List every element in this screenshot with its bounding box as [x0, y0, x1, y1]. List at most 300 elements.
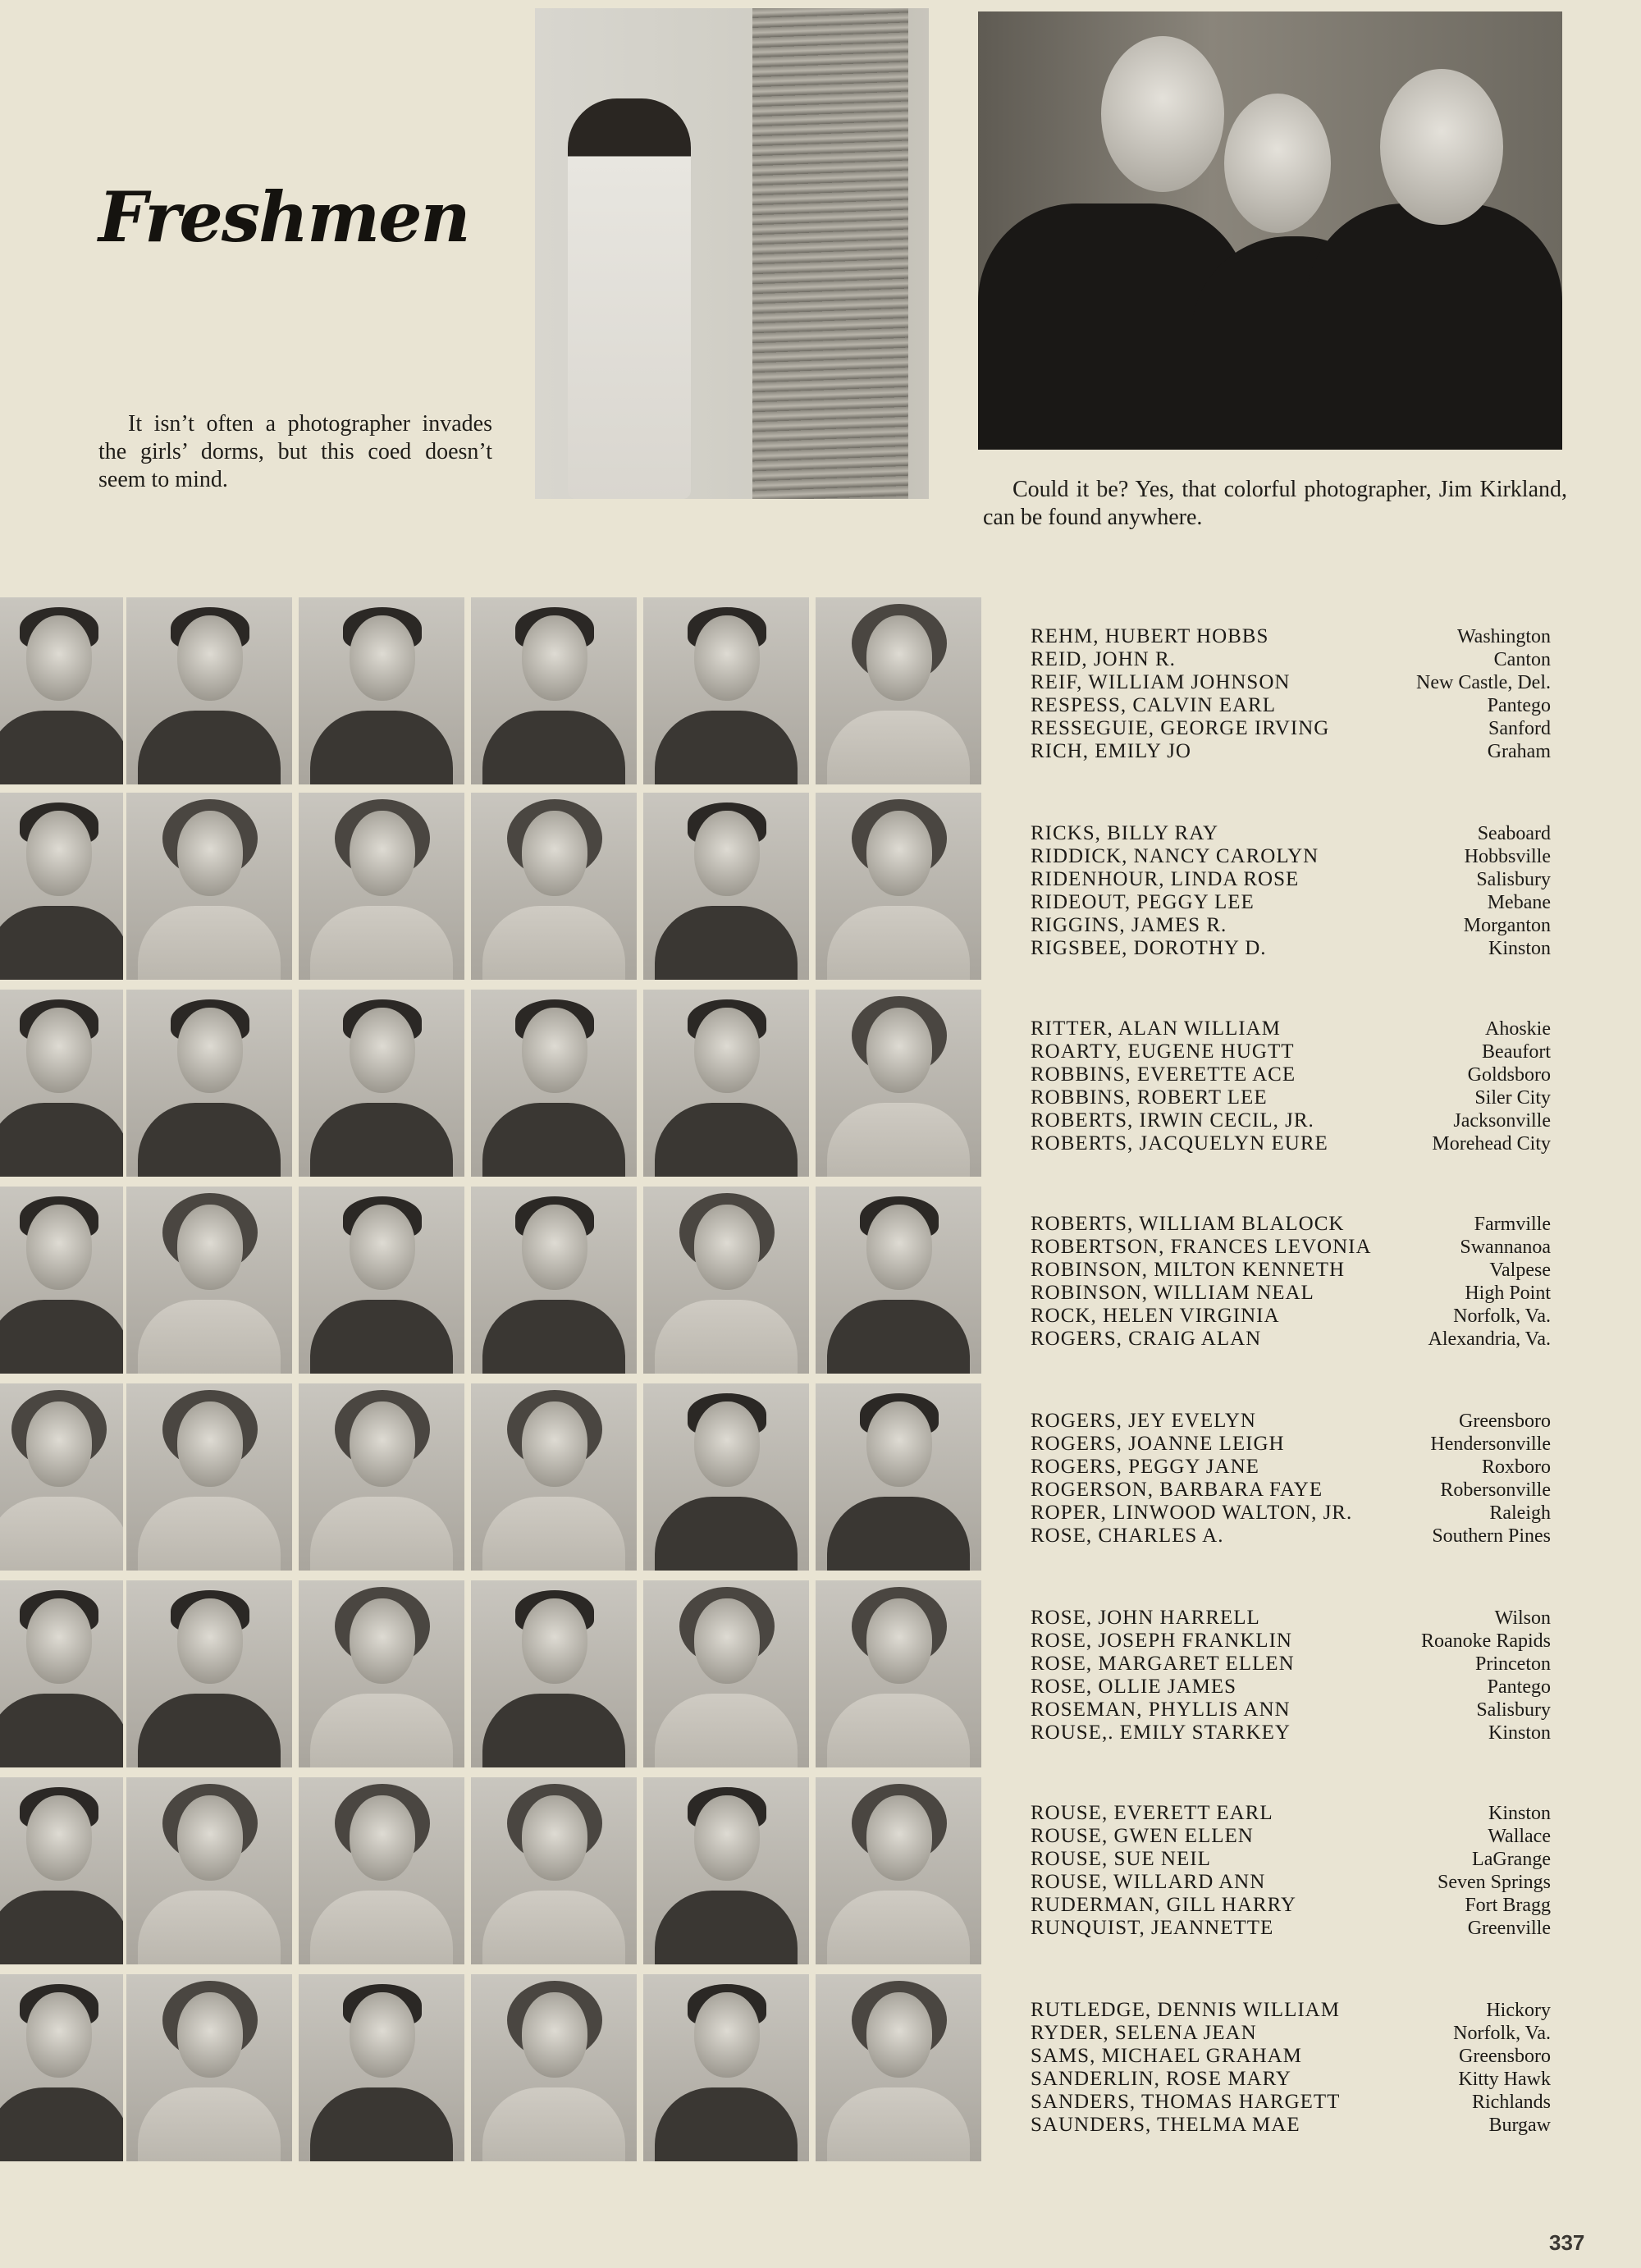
student-portrait [126, 990, 292, 1177]
student-portrait [816, 1383, 981, 1571]
student-hometown: Richlands [1472, 2092, 1551, 2113]
student-name: ROBERTS, IRWIN CECIL, JR. [1031, 1109, 1314, 1132]
student-name: RITTER, ALAN WILLIAM [1031, 1017, 1281, 1040]
page-number: 337 [1549, 2230, 1585, 2255]
portrait-head [177, 1008, 243, 1093]
student-name: ROSE, OLLIE JAMES [1031, 1676, 1237, 1698]
portrait-body [482, 1300, 625, 1374]
student-portrait [299, 793, 464, 980]
roster-entry [1031, 1305, 1551, 1328]
student-hometown: Hickory [1486, 2000, 1551, 2021]
student-portrait [816, 1580, 981, 1767]
roster-entry [1031, 937, 1551, 960]
student-hometown: LaGrange [1472, 1849, 1551, 1870]
student-hometown: Hobbsville [1464, 846, 1551, 867]
portrait-body [0, 1497, 123, 1571]
portrait-body [138, 906, 281, 980]
student-hometown: Alexandria, Va. [1428, 1328, 1551, 1350]
roster-entry [1031, 1825, 1551, 1848]
student-name: ROBINSON, WILLIAM NEAL [1031, 1282, 1314, 1304]
student-name: RIDENHOUR, LINDA ROSE [1031, 868, 1300, 890]
roster-entry [1031, 1871, 1551, 1894]
student-portrait [126, 1777, 292, 1964]
student-hometown: Norfolk, Va. [1453, 1305, 1551, 1327]
portrait-head [866, 1205, 932, 1290]
roster-entry [1031, 1017, 1551, 1040]
student-name: ROBERTS, JACQUELYN EURE [1031, 1132, 1328, 1155]
student-portrait [816, 990, 981, 1177]
roster-entry [1031, 822, 1551, 845]
roster-entry [1031, 845, 1551, 868]
portrait-body [138, 1300, 281, 1374]
roster-block [1031, 822, 1551, 960]
student-name: RICKS, BILLY RAY [1031, 822, 1219, 844]
portrait-body [310, 1300, 453, 1374]
portrait-head [26, 1401, 92, 1487]
student-hometown: Burgaw [1488, 2115, 1551, 2136]
roster-entry [1031, 694, 1551, 717]
student-portrait [126, 1974, 292, 2161]
portrait-head [866, 1401, 932, 1487]
roster-entry [1031, 671, 1551, 694]
roster-entry [1031, 648, 1551, 671]
student-portrait [0, 1974, 123, 2161]
student-portrait [643, 597, 809, 784]
group-face [1380, 69, 1503, 225]
roster-block [1031, 1017, 1551, 1155]
student-hometown: Kinston [1488, 938, 1551, 959]
roster-entry [1031, 1063, 1551, 1086]
student-portrait [471, 597, 637, 784]
student-name: ROPER, LINWOOD WALTON, JR. [1031, 1502, 1353, 1524]
portrait-head [694, 1992, 760, 2078]
student-hometown: Seven Springs [1438, 1872, 1551, 1893]
section-title: Freshmen [98, 176, 469, 258]
portrait-body [310, 1694, 453, 1767]
student-name: SANDERS, THOMAS HARGETT [1031, 2091, 1341, 2113]
student-name: RUNQUIST, JEANNETTE [1031, 1917, 1274, 1939]
roster-entry [1031, 1653, 1551, 1676]
student-hometown: Kitty Hawk [1458, 2069, 1551, 2090]
portrait-head [522, 1205, 587, 1290]
student-portrait [816, 793, 981, 980]
portrait-body [655, 1694, 798, 1767]
student-name: ROGERS, JOANNE LEIGH [1031, 1433, 1285, 1455]
student-hometown: High Point [1465, 1283, 1551, 1304]
roster-entry [1031, 1848, 1551, 1871]
student-hometown: Raleigh [1489, 1502, 1551, 1524]
portrait-body [138, 711, 281, 784]
portrait-head [26, 1598, 92, 1684]
student-hometown: Sanford [1488, 718, 1551, 739]
roster-entry [1031, 2068, 1551, 2091]
portrait-head [26, 811, 92, 896]
student-name: ROBBINS, EVERETTE ACE [1031, 1063, 1296, 1086]
roster-entry [1031, 1722, 1551, 1744]
student-name: ROBERTS, WILLIAM BLALOCK [1031, 1213, 1345, 1235]
portrait-body [482, 2087, 625, 2161]
student-portrait [471, 1383, 637, 1571]
roster-entry [1031, 1282, 1551, 1305]
portrait-head [177, 615, 243, 701]
student-portrait [126, 597, 292, 784]
group-photo [978, 11, 1562, 450]
roster-entry [1031, 1410, 1551, 1433]
student-hometown: Goldsboro [1467, 1064, 1551, 1086]
portrait-body [0, 1891, 123, 1964]
portrait-row [0, 1777, 985, 1964]
roster-entry [1031, 1040, 1551, 1063]
student-portrait [0, 1777, 123, 1964]
student-name: RICH, EMILY JO [1031, 740, 1191, 762]
portrait-head [866, 1008, 932, 1093]
portrait-head [694, 1205, 760, 1290]
student-portrait [643, 793, 809, 980]
portrait-head [26, 1795, 92, 1881]
portrait-head [866, 811, 932, 896]
student-hometown: Wallace [1488, 1826, 1551, 1847]
portrait-body [0, 711, 123, 784]
roster-entry [1031, 1479, 1551, 1502]
roster-entry [1031, 1259, 1551, 1282]
portrait-head [350, 1598, 415, 1684]
portrait-head [177, 1598, 243, 1684]
roster-entry [1031, 740, 1551, 763]
student-hometown: Wilson [1494, 1607, 1551, 1629]
portrait-head [522, 615, 587, 701]
student-portrait [0, 990, 123, 1177]
portrait-row [0, 1580, 985, 1767]
student-hometown: Jacksonville [1453, 1110, 1551, 1132]
portrait-head [522, 811, 587, 896]
student-name: RIGGINS, JAMES R. [1031, 914, 1227, 936]
portrait-body [827, 2087, 970, 2161]
roster-block [1031, 1410, 1551, 1548]
roster-entry [1031, 625, 1551, 648]
portrait-head [177, 1401, 243, 1487]
student-portrait [299, 1974, 464, 2161]
portrait-body [655, 1103, 798, 1177]
portrait-body [310, 1103, 453, 1177]
student-name: RUTLEDGE, DENNIS WILLIAM [1031, 1999, 1340, 2021]
portrait-head [26, 1008, 92, 1093]
student-portrait [471, 990, 637, 1177]
portrait-body [310, 906, 453, 980]
student-name: ROUSE, SUE NEIL [1031, 1848, 1211, 1870]
portrait-head [866, 1795, 932, 1881]
student-name: ROUSE, WILLARD ANN [1031, 1871, 1266, 1893]
portrait-body [138, 1891, 281, 1964]
portrait-body [655, 1300, 798, 1374]
roster-entry [1031, 1630, 1551, 1653]
caption-dorm-photo: It isn’t often a photographer invades the girls’ dorms, but this coed doesn’t seem to mind. [98, 411, 492, 492]
portrait-body [0, 1694, 123, 1767]
student-name: ROCK, HELEN VIRGINIA [1031, 1305, 1280, 1327]
roster-entry [1031, 1213, 1551, 1236]
student-portrait [816, 1187, 981, 1374]
portrait-body [482, 1103, 625, 1177]
student-hometown: Morehead City [1432, 1133, 1551, 1155]
student-name: RESPESS, CALVIN EARL [1031, 694, 1276, 716]
student-name: ROBBINS, ROBERT LEE [1031, 1086, 1268, 1109]
student-portrait [816, 1777, 981, 1964]
portrait-body [827, 711, 970, 784]
student-hometown: Southern Pines [1432, 1525, 1551, 1547]
student-hometown: Ahoskie [1485, 1018, 1551, 1040]
roster-entry [1031, 1917, 1551, 1940]
portrait-body [655, 1891, 798, 1964]
student-portrait [643, 1383, 809, 1571]
portrait-head [522, 1598, 587, 1684]
student-portrait [0, 793, 123, 980]
portrait-row [0, 1974, 985, 2161]
student-hometown: Kinston [1488, 1803, 1551, 1824]
student-hometown: Valpese [1489, 1260, 1551, 1281]
student-name: ROUSE, GWEN ELLEN [1031, 1825, 1254, 1847]
student-hometown: Princeton [1475, 1653, 1551, 1675]
group-face [1101, 36, 1224, 192]
portrait-head [522, 1992, 587, 2078]
roster-entry [1031, 1802, 1551, 1825]
student-hometown: Pantego [1487, 1676, 1551, 1698]
student-name: ROGERSON, BARBARA FAYE [1031, 1479, 1323, 1501]
portrait-body [827, 1103, 970, 1177]
portrait-body [482, 1497, 625, 1571]
roster-block [1031, 1213, 1551, 1351]
student-hometown: Fort Bragg [1465, 1895, 1551, 1916]
student-portrait [299, 1187, 464, 1374]
portrait-body [0, 1300, 123, 1374]
portrait-body [827, 1891, 970, 1964]
portrait-body [827, 1300, 970, 1374]
coed-figure [568, 98, 691, 499]
student-hometown: New Castle, Del. [1416, 672, 1551, 693]
portrait-body [310, 711, 453, 784]
student-hometown: Graham [1487, 741, 1551, 762]
portrait-body [0, 1103, 123, 1177]
portrait-body [138, 1103, 281, 1177]
student-portrait [816, 597, 981, 784]
portrait-body [482, 1891, 625, 1964]
portrait-head [694, 1401, 760, 1487]
student-hometown: Siler City [1474, 1087, 1551, 1109]
portrait-head [694, 615, 760, 701]
student-portrait [126, 1580, 292, 1767]
student-hometown: Salisbury [1476, 869, 1551, 890]
student-name: ROUSE, EVERETT EARL [1031, 1802, 1273, 1824]
student-portrait [126, 793, 292, 980]
group-face [1224, 94, 1331, 233]
student-hometown: Morganton [1463, 915, 1551, 936]
portrait-head [350, 1401, 415, 1487]
roster-entry [1031, 1676, 1551, 1699]
student-name: ROUSE,. EMILY STARKEY [1031, 1722, 1291, 1744]
student-name: ROSE, JOSEPH FRANKLIN [1031, 1630, 1292, 1652]
roster-entry [1031, 1999, 1551, 2022]
roster-block [1031, 1802, 1551, 1940]
roster-entry [1031, 2114, 1551, 2137]
student-portrait [0, 1187, 123, 1374]
student-portrait [816, 1974, 981, 2161]
portrait-head [522, 1795, 587, 1881]
student-hometown: Greensboro [1459, 1411, 1551, 1432]
roster-block [1031, 1607, 1551, 1744]
portrait-body [310, 1891, 453, 1964]
roster-entry [1031, 914, 1551, 937]
portrait-body [310, 2087, 453, 2161]
portrait-head [350, 1008, 415, 1093]
student-name: RUDERMAN, GILL HARRY [1031, 1894, 1296, 1916]
student-name: RYDER, SELENA JEAN [1031, 2022, 1257, 2044]
portrait-head [866, 615, 932, 701]
roster-entry [1031, 717, 1551, 740]
student-portrait [299, 1383, 464, 1571]
portrait-head [522, 1401, 587, 1487]
roster-entry [1031, 1502, 1551, 1525]
caption-group-photo: Could it be? Yes, that colorful photographer, Jim Kirkland, can be found anywhere. [983, 477, 1567, 530]
roster-entry [1031, 2022, 1551, 2045]
portrait-head [26, 615, 92, 701]
portrait-head [350, 811, 415, 896]
roster-entry [1031, 1328, 1551, 1351]
student-portrait [643, 1580, 809, 1767]
portrait-head [694, 1598, 760, 1684]
student-name: RIGSBEE, DOROTHY D. [1031, 937, 1267, 959]
portrait-body [655, 2087, 798, 2161]
portrait-head [522, 1008, 587, 1093]
student-portrait [471, 793, 637, 980]
portrait-head [350, 1205, 415, 1290]
roster-entry [1031, 1109, 1551, 1132]
portrait-row [0, 990, 985, 1177]
student-hometown: Greenville [1467, 1918, 1551, 1939]
student-portrait [471, 1777, 637, 1964]
student-hometown: Canton [1493, 649, 1551, 670]
student-hometown: Farmville [1474, 1214, 1551, 1235]
student-hometown: Roanoke Rapids [1421, 1630, 1551, 1652]
portrait-row [0, 597, 985, 784]
portrait-head [26, 1205, 92, 1290]
student-name: SAMS, MICHAEL GRAHAM [1031, 2045, 1302, 2067]
student-name: ROGERS, PEGGY JANE [1031, 1456, 1259, 1478]
student-hometown: Pantego [1487, 695, 1551, 716]
portrait-body [655, 711, 798, 784]
student-portrait [643, 1777, 809, 1964]
portrait-row [0, 793, 985, 980]
student-hometown: Beaufort [1482, 1041, 1551, 1063]
student-portrait [643, 990, 809, 1177]
portrait-head [350, 1992, 415, 2078]
portrait-body [482, 906, 625, 980]
portrait-body [827, 1497, 970, 1571]
student-name: ROSE, CHARLES A. [1031, 1525, 1224, 1547]
roster-block [1031, 625, 1551, 763]
student-hometown: Seaboard [1477, 823, 1551, 844]
portrait-body [138, 1497, 281, 1571]
portrait-head [866, 1992, 932, 2078]
student-name: ROSEMAN, PHYLLIS ANN [1031, 1699, 1291, 1721]
student-portrait [299, 1777, 464, 1964]
portrait-body [138, 1694, 281, 1767]
student-name: ROBINSON, MILTON KENNETH [1031, 1259, 1346, 1281]
portrait-body [655, 1497, 798, 1571]
portrait-head [694, 811, 760, 896]
portrait-head [177, 1795, 243, 1881]
student-hometown: Norfolk, Va. [1453, 2023, 1551, 2044]
portrait-row [0, 1187, 985, 1374]
student-name: REIF, WILLIAM JOHNSON [1031, 671, 1291, 693]
portrait-head [350, 615, 415, 701]
portrait-body [482, 1694, 625, 1767]
portrait-body [482, 711, 625, 784]
roster-entry [1031, 1456, 1551, 1479]
student-name: ROGERS, JEY EVELYN [1031, 1410, 1256, 1432]
roster-entry [1031, 868, 1551, 891]
student-name: ROARTY, EUGENE HUGTT [1031, 1040, 1295, 1063]
roster-entry [1031, 1086, 1551, 1109]
student-portrait [471, 1187, 637, 1374]
roster-entry [1031, 2045, 1551, 2068]
roster-entry [1031, 1607, 1551, 1630]
portrait-row [0, 1383, 985, 1571]
portrait-body [310, 1497, 453, 1571]
roster-entry [1031, 2091, 1551, 2114]
roster-entry [1031, 1132, 1551, 1155]
student-name: RIDEOUT, PEGGY LEE [1031, 891, 1255, 913]
student-portrait [126, 1187, 292, 1374]
student-portrait [299, 597, 464, 784]
portrait-body [0, 2087, 123, 2161]
student-name: REHM, HUBERT HOBBS [1031, 625, 1269, 647]
student-portrait [643, 1974, 809, 2161]
student-name: RESSEGUIE, GEORGE IRVING [1031, 717, 1330, 739]
student-hometown: Hendersonville [1430, 1434, 1551, 1455]
student-portrait [471, 1974, 637, 2161]
student-name: SANDERLIN, ROSE MARY [1031, 2068, 1291, 2090]
portrait-head [694, 1008, 760, 1093]
shutter-door [752, 8, 908, 499]
group-figure [1306, 203, 1562, 450]
student-hometown: Greensboro [1459, 2046, 1551, 2067]
student-hometown: Washington [1456, 626, 1551, 647]
portrait-body [0, 906, 123, 980]
portrait-head [350, 1795, 415, 1881]
student-hometown: Salisbury [1476, 1699, 1551, 1721]
student-portrait [471, 1580, 637, 1767]
roster-entry [1031, 1894, 1551, 1917]
roster-entry [1031, 1525, 1551, 1548]
student-hometown: Roxboro [1482, 1456, 1551, 1478]
student-hometown: Robersonville [1440, 1479, 1551, 1501]
student-name: RIDDICK, NANCY CAROLYN [1031, 845, 1319, 867]
portrait-head [866, 1598, 932, 1684]
student-name: SAUNDERS, THELMA MAE [1031, 2114, 1300, 2136]
student-portrait [299, 1580, 464, 1767]
portrait-body [827, 1694, 970, 1767]
portrait-body [655, 906, 798, 980]
dorm-photo [535, 8, 929, 499]
student-name: ROGERS, CRAIG ALAN [1031, 1328, 1262, 1350]
portrait-head [177, 1205, 243, 1290]
student-hometown: Kinston [1488, 1722, 1551, 1744]
roster-entry [1031, 1236, 1551, 1259]
roster-entry [1031, 891, 1551, 914]
student-name: REID, JOHN R. [1031, 648, 1176, 670]
student-portrait [0, 597, 123, 784]
student-hometown: Mebane [1487, 892, 1551, 913]
student-name: ROBERTSON, FRANCES LEVONIA [1031, 1236, 1372, 1258]
portrait-body [138, 2087, 281, 2161]
